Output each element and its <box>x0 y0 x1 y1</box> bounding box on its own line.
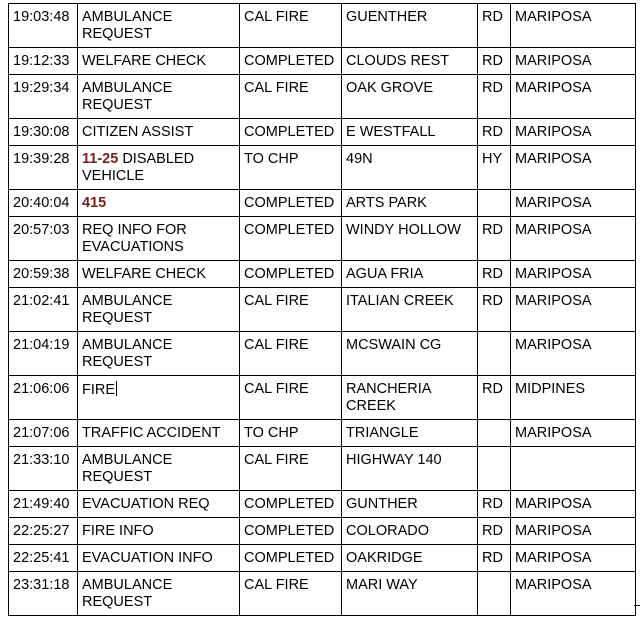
call-type-text: AMBULANCE REQUEST <box>82 9 177 42</box>
location-cell: MARI WAY <box>342 572 478 616</box>
call-type-cell <box>78 545 240 572</box>
table-row <box>9 119 636 146</box>
table-row <box>9 376 636 420</box>
call-type-text: REQ INFO FOR EVACUATIONS <box>82 222 191 255</box>
time-cell: 19:12:33 <box>9 48 78 75</box>
road-suffix-cell <box>478 572 511 616</box>
call-type-cell <box>78 146 240 190</box>
city-cell: MARIPOSA <box>511 48 636 75</box>
call-type-text: EVACUATION INFO <box>82 550 213 566</box>
call-type-text: AMBULANCE REQUEST <box>82 452 177 485</box>
call-type-text: WELFARE CHECK <box>82 53 207 69</box>
call-type-cell <box>78 288 240 332</box>
location-cell: WINDY HOLLOW <box>342 217 478 261</box>
call-type-cell <box>78 491 240 518</box>
call-type-text: FIRE INFO <box>82 523 154 539</box>
location-cell: ITALIAN CREEK <box>342 288 478 332</box>
disposition-cell: COMPLETED <box>240 261 342 288</box>
table-row <box>9 545 636 572</box>
location-cell: CLOUDS REST <box>342 48 478 75</box>
call-log-body <box>9 4 636 616</box>
call-type-text: EVACUATION REQ <box>82 496 210 512</box>
text-cursor <box>116 381 117 396</box>
location-cell: GUENTHER <box>342 4 478 48</box>
location-cell: 49N <box>342 146 478 190</box>
road-suffix-cell: RD <box>478 545 511 572</box>
city-cell: MARIPOSA <box>511 545 636 572</box>
road-suffix-cell: RD <box>478 4 511 48</box>
city-cell: MARIPOSA <box>511 332 636 376</box>
call-type-cell <box>78 48 240 75</box>
time-cell: 22:25:41 <box>9 545 78 572</box>
time-cell: 21:06:06 <box>9 376 78 420</box>
call-type-cell <box>78 572 240 616</box>
call-type-cell <box>78 217 240 261</box>
city-cell: MARIPOSA <box>511 217 636 261</box>
table-row <box>9 4 636 48</box>
disposition-cell: TO CHP <box>240 420 342 447</box>
disposition-cell: CAL FIRE <box>240 447 342 491</box>
table-row <box>9 146 636 190</box>
location-cell: E WESTFALL <box>342 119 478 146</box>
city-cell: MARIPOSA <box>511 420 636 447</box>
city-cell: MARIPOSA <box>511 288 636 332</box>
city-cell: MARIPOSA <box>511 491 636 518</box>
call-type-cell <box>78 190 240 217</box>
road-suffix-cell: RD <box>478 491 511 518</box>
disposition-cell: COMPLETED <box>240 119 342 146</box>
road-suffix-cell: RD <box>478 376 511 420</box>
table-row <box>9 420 636 447</box>
location-cell: OAK GROVE <box>342 75 478 119</box>
time-cell: 21:49:40 <box>9 491 78 518</box>
location-cell: GUNTHER <box>342 491 478 518</box>
road-suffix-cell: RD <box>478 119 511 146</box>
time-cell: 21:07:06 <box>9 420 78 447</box>
city-cell <box>511 447 636 491</box>
road-suffix-cell: RD <box>478 48 511 75</box>
road-suffix-cell: RD <box>478 288 511 332</box>
call-type-cell <box>78 75 240 119</box>
call-type-cell <box>78 119 240 146</box>
disposition-cell: COMPLETED <box>240 48 342 75</box>
road-suffix-cell: RD <box>478 75 511 119</box>
time-cell: 20:40:04 <box>9 190 78 217</box>
call-type-cell <box>78 447 240 491</box>
time-cell: 19:30:08 <box>9 119 78 146</box>
disposition-cell: TO CHP <box>240 146 342 190</box>
call-code: 415 <box>82 195 107 211</box>
disposition-cell: COMPLETED <box>240 217 342 261</box>
call-type-text: TRAFFIC ACCIDENT <box>82 425 221 441</box>
city-cell: MIDPINES <box>511 376 636 420</box>
location-cell: AGUA FRIA <box>342 261 478 288</box>
time-cell: 19:03:48 <box>9 4 78 48</box>
page-rule <box>634 605 640 606</box>
location-cell: HIGHWAY 140 <box>342 447 478 491</box>
city-cell: MARIPOSA <box>511 119 636 146</box>
location-cell: TRIANGLE <box>342 420 478 447</box>
call-type-text: FIRE <box>82 382 116 398</box>
call-code: 11-25 <box>82 151 119 167</box>
call-type-text: AMBULANCE REQUEST <box>82 293 177 326</box>
location-cell: ARTS PARK <box>342 190 478 217</box>
call-type-cell <box>78 261 240 288</box>
call-type-cell <box>78 332 240 376</box>
time-cell: 21:04:19 <box>9 332 78 376</box>
time-cell: 21:33:10 <box>9 447 78 491</box>
table-row <box>9 518 636 545</box>
city-cell: MARIPOSA <box>511 4 636 48</box>
table-row <box>9 447 636 491</box>
time-cell: 22:25:27 <box>9 518 78 545</box>
table-row <box>9 190 636 217</box>
call-type-text: CITIZEN ASSIST <box>82 124 194 140</box>
time-cell: 20:57:03 <box>9 217 78 261</box>
road-suffix-cell <box>478 190 511 217</box>
disposition-cell: CAL FIRE <box>240 4 342 48</box>
time-cell: 21:02:41 <box>9 288 78 332</box>
time-cell: 19:39:28 <box>9 146 78 190</box>
time-cell: 19:29:34 <box>9 75 78 119</box>
city-cell: MARIPOSA <box>511 518 636 545</box>
time-cell: 23:31:18 <box>9 572 78 616</box>
table-row <box>9 491 636 518</box>
table-row <box>9 217 636 261</box>
road-suffix-cell: RD <box>478 518 511 545</box>
table-row <box>9 332 636 376</box>
table-row <box>9 261 636 288</box>
call-type-text: AMBULANCE REQUEST <box>82 337 177 370</box>
time-cell: 20:59:38 <box>9 261 78 288</box>
road-suffix-cell: HY <box>478 146 511 190</box>
location-cell: MCSWAIN CG <box>342 332 478 376</box>
disposition-cell: CAL FIRE <box>240 288 342 332</box>
location-cell: RANCHERIA CREEK <box>342 376 478 420</box>
disposition-cell: COMPLETED <box>240 545 342 572</box>
city-cell: MARIPOSA <box>511 75 636 119</box>
disposition-cell: CAL FIRE <box>240 376 342 420</box>
disposition-cell: CAL FIRE <box>240 572 342 616</box>
call-log-table <box>8 3 636 616</box>
disposition-cell: CAL FIRE <box>240 332 342 376</box>
disposition-cell: COMPLETED <box>240 190 342 217</box>
road-suffix-cell: RD <box>478 217 511 261</box>
table-row <box>9 75 636 119</box>
call-type-text: DISABLED VEHICLE <box>82 151 199 184</box>
location-cell: COLORADO <box>342 518 478 545</box>
disposition-cell: CAL FIRE <box>240 75 342 119</box>
city-cell: MARIPOSA <box>511 572 636 616</box>
call-type-cell <box>78 420 240 447</box>
table-row <box>9 288 636 332</box>
city-cell: MARIPOSA <box>511 190 636 217</box>
road-suffix-cell <box>478 332 511 376</box>
call-type-cell <box>78 518 240 545</box>
call-type-text: AMBULANCE REQUEST <box>82 577 177 610</box>
road-suffix-cell <box>478 420 511 447</box>
disposition-cell: COMPLETED <box>240 518 342 545</box>
call-type-text: AMBULANCE REQUEST <box>82 80 177 113</box>
call-type-cell <box>78 376 240 420</box>
road-suffix-cell: RD <box>478 261 511 288</box>
road-suffix-cell <box>478 447 511 491</box>
table-row <box>9 572 636 616</box>
city-cell: MARIPOSA <box>511 146 636 190</box>
call-type-text: WELFARE CHECK <box>82 266 207 282</box>
location-cell: OAKRIDGE <box>342 545 478 572</box>
table-row <box>9 48 636 75</box>
call-type-cell <box>78 4 240 48</box>
disposition-cell: COMPLETED <box>240 491 342 518</box>
city-cell: MARIPOSA <box>511 261 636 288</box>
